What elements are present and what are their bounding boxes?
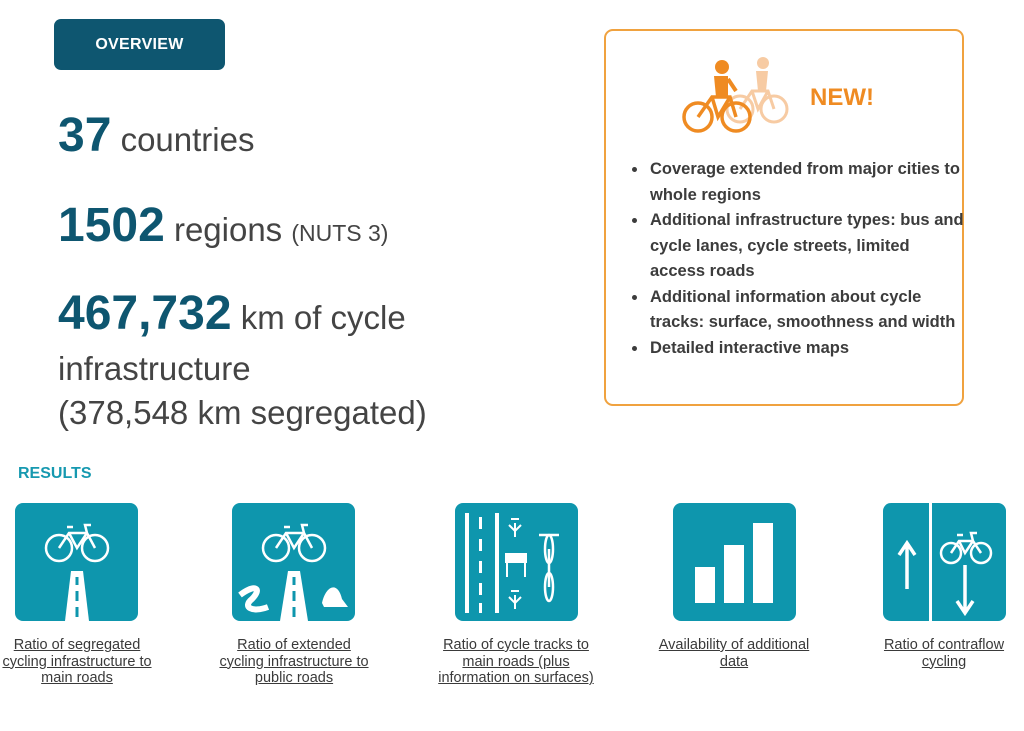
stat-number: 1502 (58, 199, 165, 252)
contraflow-icon (883, 503, 1006, 621)
stat-text: regions (173, 211, 283, 248)
stat-text: countries (120, 121, 255, 158)
caption-extended-cycling[interactable]: Ratio of extended cycling infrastructure to public roads (219, 637, 369, 687)
stat-note: (NUTS 3) (291, 220, 389, 246)
list-item: • Additional information about cycle tracks: surface, smoothness and width (648, 285, 968, 336)
stat-note: (378,548 km segregated) (58, 394, 427, 432)
overview-button[interactable]: OVERVIEW (54, 19, 225, 70)
two-cyclists-icon (678, 49, 798, 139)
stat-text: km of cycle infrastructure (58, 299, 406, 387)
list-item: • Detailed interactive maps (648, 336, 968, 362)
tile-contraflow[interactable] (883, 503, 1006, 621)
stat-regions (58, 194, 388, 259)
new-features-list (632, 157, 968, 361)
tile-segregated-cycling[interactable] (15, 503, 138, 621)
tile-additional-data[interactable] (673, 503, 796, 621)
tile-extended-cycling[interactable] (232, 503, 355, 621)
stat-number: 37 (58, 109, 112, 162)
list-item: • Coverage extended from major cities to whole regions (648, 157, 968, 208)
bike-road-icon (15, 503, 138, 621)
stat-countries (58, 104, 254, 169)
list-item: • Additional infrastructure types: bus and cycle lanes, cycle streets, limited access roads (648, 208, 968, 285)
results-heading: RESULTS (18, 465, 92, 482)
bike-extended-roads-icon (232, 503, 355, 621)
new-label: NEW! (810, 84, 874, 111)
new-features-box (604, 29, 964, 406)
stat-number: 467,732 (58, 287, 232, 340)
bar-chart-icon (673, 503, 796, 621)
caption-additional-data[interactable]: Availability of additional data (658, 637, 810, 670)
stat-km (58, 282, 498, 436)
tile-cycle-tracks[interactable] (455, 503, 578, 621)
caption-cycle-tracks[interactable]: Ratio of cycle tracks to main roads (plus information on surfaces) (438, 637, 594, 687)
caption-segregated-cycling[interactable]: Ratio of segregated cycling infrastructure to main roads (2, 637, 152, 687)
cycle-track-surface-icon (455, 503, 578, 621)
caption-contraflow[interactable]: Ratio of contraflow cycling (883, 637, 1005, 670)
